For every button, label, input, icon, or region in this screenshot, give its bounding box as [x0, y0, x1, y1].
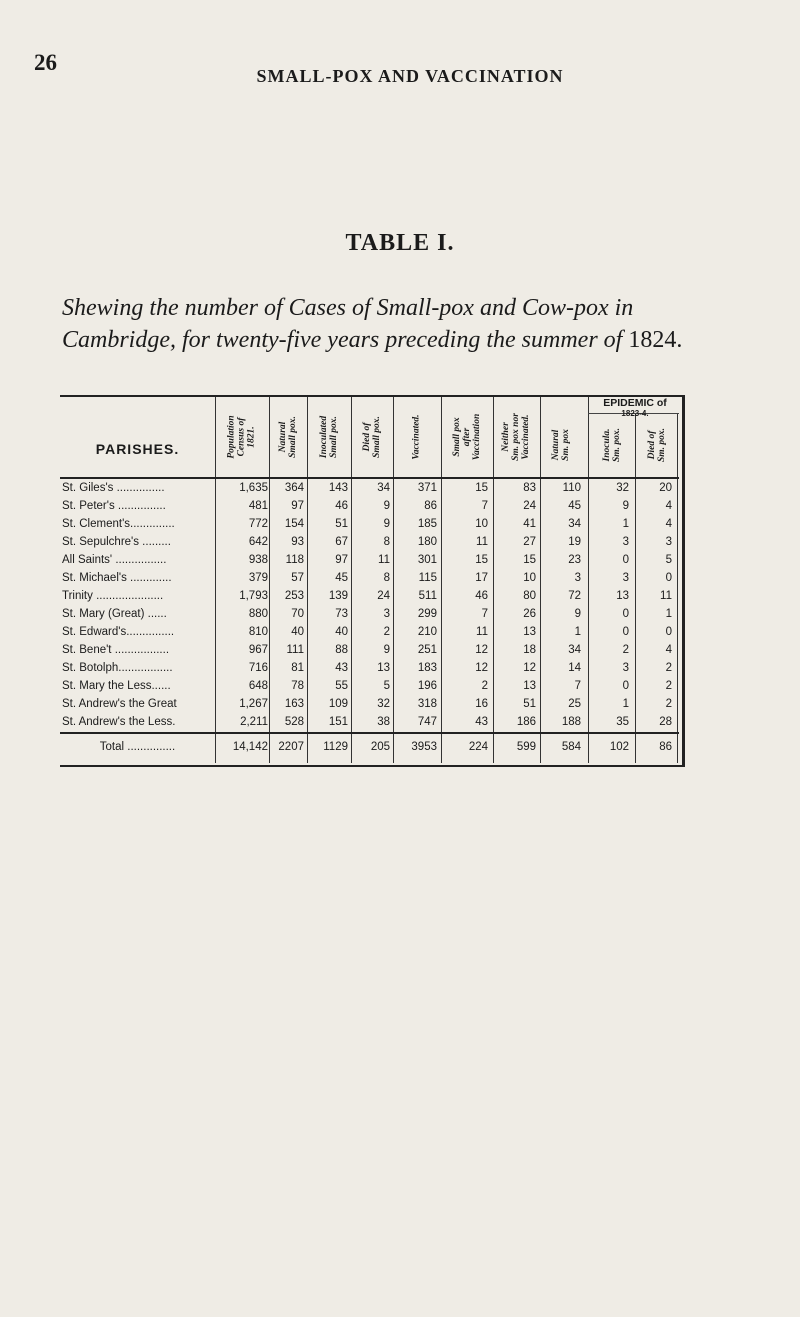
- table-cell: 716: [248, 662, 268, 674]
- parish-name: St. Michael's .............: [62, 572, 172, 584]
- table-cell: 57: [291, 572, 304, 584]
- table-cell: 880: [248, 608, 268, 620]
- parish-name: St. Bene't .................: [62, 644, 170, 656]
- vaccinated-header: Vaccinated.: [412, 414, 422, 460]
- table-cell: 2: [665, 680, 672, 692]
- table-row: [60, 587, 679, 605]
- table-cell: 371: [417, 482, 437, 494]
- epidemic-died-header: Died of Sm. pox.: [647, 427, 667, 463]
- table-row: [60, 605, 679, 623]
- total-cell: 205: [370, 741, 390, 753]
- table-cell: 5: [383, 680, 390, 692]
- parish-name: St. Mary the Less......: [62, 680, 171, 692]
- table-row: [60, 713, 679, 731]
- table-cell: 139: [328, 590, 348, 602]
- table-cell: 40: [291, 626, 304, 638]
- table-cell: 180: [417, 536, 437, 548]
- parish-name: Trinity .....................: [62, 590, 164, 602]
- table-cell: 7: [574, 680, 581, 692]
- table-cell: 14: [568, 662, 581, 674]
- table-cell: 3: [622, 662, 629, 674]
- table-cell: 196: [417, 680, 437, 692]
- table-cell: 73: [335, 608, 348, 620]
- table-cell: 45: [568, 500, 581, 512]
- table-cell: 51: [335, 518, 348, 530]
- neither-header: Neither Sm. pox nor Vaccinated.: [501, 413, 531, 461]
- table-cell: 151: [328, 716, 348, 728]
- table-cell: 967: [248, 644, 268, 656]
- table-cell: 1,635: [239, 482, 268, 494]
- parishes-header: PARISHES.: [95, 441, 180, 457]
- table-cell: 9: [622, 500, 629, 512]
- parish-name: St. Andrew's the Great: [62, 698, 177, 710]
- table-cell: 2: [665, 698, 672, 710]
- table-title: TABLE I.: [345, 230, 455, 256]
- table-cell: 481: [248, 500, 268, 512]
- table-cell: 34: [377, 482, 390, 494]
- table-cell: 747: [417, 716, 437, 728]
- table-cell: 80: [523, 590, 536, 602]
- table-cell: 26: [523, 608, 536, 620]
- table-cell: 27: [523, 536, 536, 548]
- table-cell: 12: [475, 644, 488, 656]
- total-cell: 86: [659, 741, 672, 753]
- table-cell: 9: [383, 518, 390, 530]
- table-cell: 43: [475, 716, 488, 728]
- table-cell: 19: [568, 536, 581, 548]
- table-cell: 40: [335, 626, 348, 638]
- parish-name: St. Botolph.................: [62, 662, 173, 674]
- table-cell: 4: [665, 500, 672, 512]
- table-row: [60, 623, 679, 641]
- table-cell: 13: [523, 626, 536, 638]
- total-cell: 102: [609, 741, 629, 753]
- table-cell: 97: [335, 554, 348, 566]
- table-cell: 86: [424, 500, 437, 512]
- table-cell: 7: [481, 500, 488, 512]
- table-cell: 186: [516, 716, 536, 728]
- table-cell: 1,267: [239, 698, 268, 710]
- table-cell: 143: [328, 482, 348, 494]
- table-row: [60, 497, 679, 515]
- table-cell: 3: [665, 536, 672, 548]
- table-cell: 110: [562, 482, 581, 494]
- population-1821-header: Population Census of 1821.: [227, 415, 258, 459]
- table-cell: 0: [665, 626, 672, 638]
- table-cell: 379: [248, 572, 268, 584]
- table-cell: 188: [561, 716, 581, 728]
- table-cell: 3: [622, 536, 629, 548]
- table-cell: 1: [622, 518, 629, 530]
- total-cell: 599: [516, 741, 536, 753]
- total-cell: 224: [468, 741, 488, 753]
- table-cell: 34: [568, 644, 581, 656]
- table-cell: 7: [481, 608, 488, 620]
- table-row: [60, 533, 679, 551]
- table-cell: 301: [417, 554, 437, 566]
- table-caption: [62, 292, 752, 356]
- table-cell: 528: [284, 716, 304, 728]
- table-cell: 5: [665, 554, 672, 566]
- table-cell: 45: [335, 572, 348, 584]
- table-cell: 299: [417, 608, 437, 620]
- table-cell: 2: [383, 626, 390, 638]
- total-cell: 2207: [278, 741, 304, 753]
- table-cell: 24: [377, 590, 390, 602]
- table-row: [60, 641, 679, 659]
- table-cell: 8: [383, 572, 390, 584]
- table-row: [60, 569, 679, 587]
- table-cell: 2,211: [240, 716, 268, 728]
- table-cell: 13: [616, 590, 629, 602]
- table-cell: 0: [622, 608, 629, 620]
- table-cell: 51: [523, 698, 536, 710]
- table-cell: 93: [291, 536, 304, 548]
- table-cell: 318: [417, 698, 437, 710]
- total-label: Total ...............: [99, 741, 176, 753]
- table-cell: 10: [523, 572, 536, 584]
- natural-smallpox-header: Natural Small pox.: [278, 416, 299, 458]
- died-of-smallpox-header: Died of Small pox.: [362, 416, 383, 458]
- table-row: [60, 479, 679, 497]
- parish-name: St. Edward's...............: [62, 626, 175, 638]
- table-cell: 35: [616, 716, 629, 728]
- table-cell: 28: [659, 716, 672, 728]
- table-row: [60, 551, 679, 569]
- epidemic-header-label: EPIDEMIC of: [603, 397, 667, 409]
- table-cell: 88: [335, 644, 348, 656]
- table-cell: 9: [574, 608, 581, 620]
- table-cell: 8: [383, 536, 390, 548]
- table-cell: 81: [291, 662, 304, 674]
- table-cell: 9: [383, 644, 390, 656]
- table-cell: 12: [523, 662, 536, 674]
- table-cell: 17: [475, 572, 488, 584]
- table-cell: 46: [335, 500, 348, 512]
- table-cell: 46: [475, 590, 488, 602]
- table-cell: 253: [284, 590, 304, 602]
- table-cell: 18: [523, 644, 536, 656]
- table-cell: 118: [285, 554, 304, 566]
- table-cell: 12: [475, 662, 488, 674]
- caption-text: Shewing the number of Cases of Small-pox and Cow-pox in Cambridge, for twenty-five years preceding the summer of: [62, 295, 634, 353]
- table-cell: 97: [291, 500, 304, 512]
- table-cell: 2: [665, 662, 672, 674]
- table-cell: 24: [523, 500, 536, 512]
- epidemic-inoculated-header: Inocula. Sm. pox.: [602, 427, 622, 463]
- table-cell: 210: [417, 626, 437, 638]
- table-cell: 83: [523, 482, 536, 494]
- table-cell: 183: [417, 662, 437, 674]
- table-cell: 1: [622, 698, 629, 710]
- table-cell: 23: [568, 554, 581, 566]
- table-cell: 810: [248, 626, 268, 638]
- table-cell: 25: [568, 698, 581, 710]
- table-cell: 55: [335, 680, 348, 692]
- table-cell: 4: [665, 518, 672, 530]
- page-number: 26: [34, 50, 57, 75]
- table-cell: 111: [286, 644, 304, 656]
- table-cell: 648: [248, 680, 268, 692]
- table-cell: 3: [383, 608, 390, 620]
- table-cell: 511: [418, 590, 437, 602]
- table-cell: 13: [377, 662, 390, 674]
- table-cell: 0: [622, 680, 629, 692]
- table-cell: 3: [622, 572, 629, 584]
- table-cell: 41: [523, 518, 536, 530]
- table-cell: 10: [475, 518, 488, 530]
- table-cell: 78: [291, 680, 304, 692]
- table-cell: 43: [335, 662, 348, 674]
- table-row: [60, 695, 679, 713]
- table-row: [60, 659, 679, 677]
- table-cell: 38: [377, 716, 390, 728]
- parish-name: St. Sepulchre's .........: [62, 536, 171, 548]
- table-cell: 70: [291, 608, 304, 620]
- running-head: SMALL-POX AND VACCINATION: [256, 66, 564, 86]
- parish-name: St. Andrew's the Less.: [62, 716, 176, 728]
- smallpox-after-vaccination-header: Small pox after Vaccination: [452, 413, 483, 461]
- caption-year: 1824.: [628, 327, 683, 353]
- total-cell: 1129: [323, 741, 348, 753]
- table-cell: 11: [476, 626, 488, 638]
- parish-name: St. Mary (Great) ......: [62, 608, 167, 620]
- table-cell: 185: [417, 518, 437, 530]
- table-cell: 0: [622, 626, 629, 638]
- table-cell: 115: [418, 572, 437, 584]
- parish-name: All Saints' ................: [62, 554, 167, 566]
- table-cell: 13: [523, 680, 536, 692]
- table-cell: 1,793: [239, 590, 268, 602]
- table-cell: 154: [284, 518, 304, 530]
- total-cell: 584: [561, 741, 581, 753]
- table-cell: 251: [417, 644, 437, 656]
- table-cell: 15: [475, 554, 488, 566]
- table-cell: 72: [568, 590, 581, 602]
- table-cell: 3: [574, 572, 581, 584]
- table-cell: 16: [475, 698, 488, 710]
- table-cell: 15: [475, 482, 488, 494]
- total-cell: 14,142: [232, 741, 268, 753]
- inoculated-smallpox-header: Inoculated Small pox.: [319, 415, 340, 459]
- parish-name: St. Clement's..............: [62, 518, 175, 530]
- table-cell: 642: [248, 536, 268, 548]
- table-cell: 11: [660, 590, 672, 602]
- table-cell: 67: [335, 536, 348, 548]
- table-cell: 32: [616, 482, 629, 494]
- table-cell: 11: [378, 554, 390, 566]
- table-cell: 32: [377, 698, 390, 710]
- table-cell: 2: [622, 644, 629, 656]
- epidemic-natural-header: Natural Sm. pox: [551, 429, 571, 461]
- table-cell: 11: [476, 536, 488, 548]
- table-cell: 4: [665, 644, 672, 656]
- table-cell: 1: [665, 608, 672, 620]
- table-cell: 2: [481, 680, 488, 692]
- table-cell: 364: [284, 482, 304, 494]
- table-cell: 34: [568, 518, 581, 530]
- table-cell: 20: [659, 482, 672, 494]
- parish-name: St. Peter's ...............: [62, 500, 166, 512]
- epidemic-years: 1823-4.: [621, 409, 649, 418]
- table-row: [60, 677, 679, 695]
- table-cell: 9: [383, 500, 390, 512]
- parish-name: St. Giles's ...............: [62, 482, 165, 494]
- table-cell: 938: [248, 554, 268, 566]
- table-cell: 772: [248, 518, 268, 530]
- total-cell: 3953: [411, 741, 437, 753]
- table-cell: 0: [622, 554, 629, 566]
- table-cell: 109: [328, 698, 348, 710]
- table-cell: 163: [284, 698, 304, 710]
- table-cell: 0: [665, 572, 672, 584]
- table-cell: 15: [523, 554, 536, 566]
- data-table: [60, 395, 685, 767]
- table-row: [60, 515, 679, 533]
- table-cell: 1: [574, 626, 581, 638]
- total-row: [60, 734, 679, 760]
